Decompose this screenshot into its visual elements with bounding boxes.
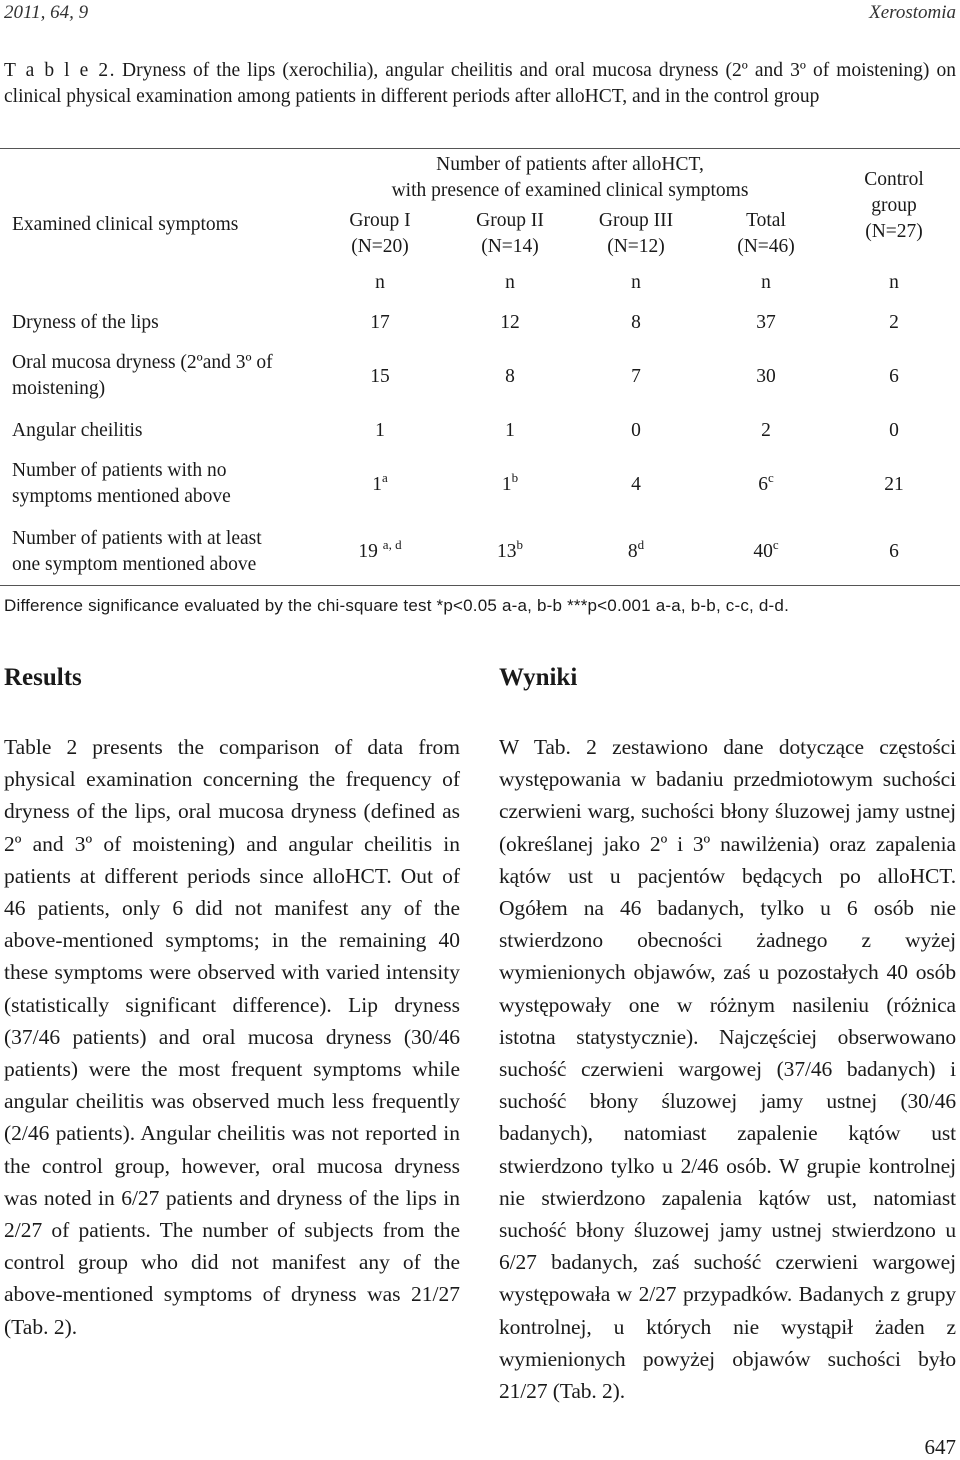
table-cell: 19 $^{a, d}$ (358, 537, 402, 562)
results-heading: Results (4, 664, 82, 691)
wyniki-paragraph: W Tab. 2 zestawiono dane dotyczące częstości występowania w badaniu przedmiotowym suchości czerwieni warg, suchości błony śluzowej jamy ustnej (określanej jako 2º i 3º nawilżenia) oraz zapalenia kątów ust u pacjentów będących po alloHCT. Ogółem na 46 badanych, tylko u 6 osób nie stwierdzono obecności żadnego z wyżej wymienionych objawów, zaś u pozostałych 40 osób występowały one w różnym nasileniu (różnica istotna statystycznie). Najczęściej obserwowano suchość czerwieni wargowej (37/46 badanych) i suchość błony śluzowej jamy ustnej (30/46 badanych), natomiast zapalenie kątów ust stwierdzono tylko u 2/46 osób. W grupie kontrolnej nie stwierdzono zapalenia kątów ust, natomiast suchość błony śluzowej jamy ustnej stwierdzono u 6/27 badanych, zaś suchość czerwieni wargowej występowała w 2/27 przypadków. Badanych z grupy kontrolnej, u których nie wystąpił żaden z wymienionych powyżej objawów suchości było 21/27 (Tab. 2). (499, 735, 956, 1404)
spanner-header-line1: Number of patients after alloHCT, (436, 154, 704, 175)
table-footnote: Difference significance evaluated by the chi-square test *p<0.05 a-a, b-b ***p<0.001 a-a, b-b, c-c, d-d. (4, 596, 789, 615)
row-label-line2: moistening) (12, 378, 106, 399)
col-total-n: (N=46) (737, 236, 795, 257)
table-cell: 40$^c$ (753, 537, 779, 562)
running-head (0, 0, 960, 26)
col-control-line1: Control (864, 169, 924, 190)
col-control-line2: group (871, 195, 917, 216)
table-cell: 37 (756, 312, 776, 333)
stub-header: Examined clinical symptoms (12, 214, 239, 235)
table-cell: 6$^c$ (758, 470, 774, 495)
table-caption (4, 58, 956, 110)
table-cell: 13$^b$ (497, 537, 523, 562)
table-cell: 17 (370, 312, 390, 333)
table-bottom-rule (0, 585, 960, 586)
col-group-3-name: Group III (598, 210, 674, 231)
row-label-line1: Oral mucosa dryness (2ºand 3º of (12, 352, 273, 373)
table-cell: 8$^d$ (627, 537, 645, 562)
table-cell: 1 (375, 420, 385, 441)
table-caption-text: Dryness of the lips (xerochilia), angular cheilitis and oral mucosa dryness (2º and 3º of moistening) on clinical physical examination among patients in different periods after alloHCT, and in the control group (4, 60, 956, 107)
table-cell: 2 (889, 312, 899, 333)
results-paragraph: Table 2 presents the comparison of data from physical examination concerning the frequency of dryness of the lips, oral mucosa dryness (defined as 2º and 3º of moistening) and angular cheilitis in patients at different periods since alloHCT. Out of 46 patients, only 6 did not manifest any of the above-mentioned symptoms; in the remaining 40 these symptoms were observed with varied intensity (statistically significant difference). Lip dryness (37/46 patients) and oral mucosa dryness (30/46 patients) were the most frequent symptoms while angular cheilitis was observed much less frequently (2/46 patients). Angular cheilitis was not reported in the control group, however, oral mucosa dryness was noted in 6/27 patients and dryness of the lips in 2/27 of patients. The number of subjects from the control group who did not manifest any of the above-mentioned symptoms of dryness was 21/27 (Tab. 2). (4, 735, 460, 1339)
table-cell: 12 (500, 312, 520, 333)
unit-label: n (375, 272, 385, 293)
unit-label: n (889, 272, 899, 293)
table-cell: 1 (505, 420, 515, 441)
row-label-line2: symptoms mentioned above (12, 486, 231, 507)
table-cell: 6 (889, 541, 899, 562)
col-control-line3: (N=27) (865, 221, 923, 242)
table-cell: 8 (505, 366, 515, 387)
table-cell: 15 (370, 366, 390, 387)
col-group-3-n: (N=12) (607, 236, 665, 257)
table-cell: 6 (889, 366, 899, 387)
row-label-line2: one symptom mentioned above (12, 554, 257, 575)
col-group-1-name: Group I (349, 210, 411, 231)
row-label-line1: Number of patients with at least (12, 528, 262, 549)
row-label: Dryness of the lips (12, 312, 159, 333)
table-cell: 1$^a$ (372, 470, 388, 495)
table-cell: 21 (884, 474, 904, 495)
spanner-header-line2: with presence of examined clinical symptoms (391, 180, 749, 201)
unit-label: n (631, 272, 641, 293)
table-cell: 2 (761, 420, 771, 441)
table-cell: 1$^b$ (501, 470, 519, 495)
row-label-line1: Number of patients with no (12, 460, 227, 481)
col-group-2-n: (N=14) (481, 236, 539, 257)
table-cell: 8 (631, 312, 641, 333)
table-label: T a b l e 2. (4, 60, 116, 81)
table-cell: 0 (631, 420, 641, 441)
col-group-2-name: Group II (476, 210, 544, 231)
table-cell: 4 (631, 474, 641, 495)
table-cell: 0 (889, 420, 899, 441)
table-top-rule (0, 148, 960, 149)
journal-volume: 2011, 64, 9 (4, 2, 89, 23)
table-cell: 7 (631, 366, 641, 387)
col-total-name: Total (746, 210, 786, 231)
col-group-1-n: (N=20) (351, 236, 409, 257)
running-title: Xerostomia (869, 2, 956, 23)
unit-label: n (505, 272, 515, 293)
page-number: 647 (924, 1435, 956, 1459)
table-cell: 30 (756, 366, 776, 387)
wyniki-heading: Wyniki (499, 664, 578, 691)
row-label: Angular cheilitis (12, 420, 143, 441)
unit-label: n (761, 272, 771, 293)
